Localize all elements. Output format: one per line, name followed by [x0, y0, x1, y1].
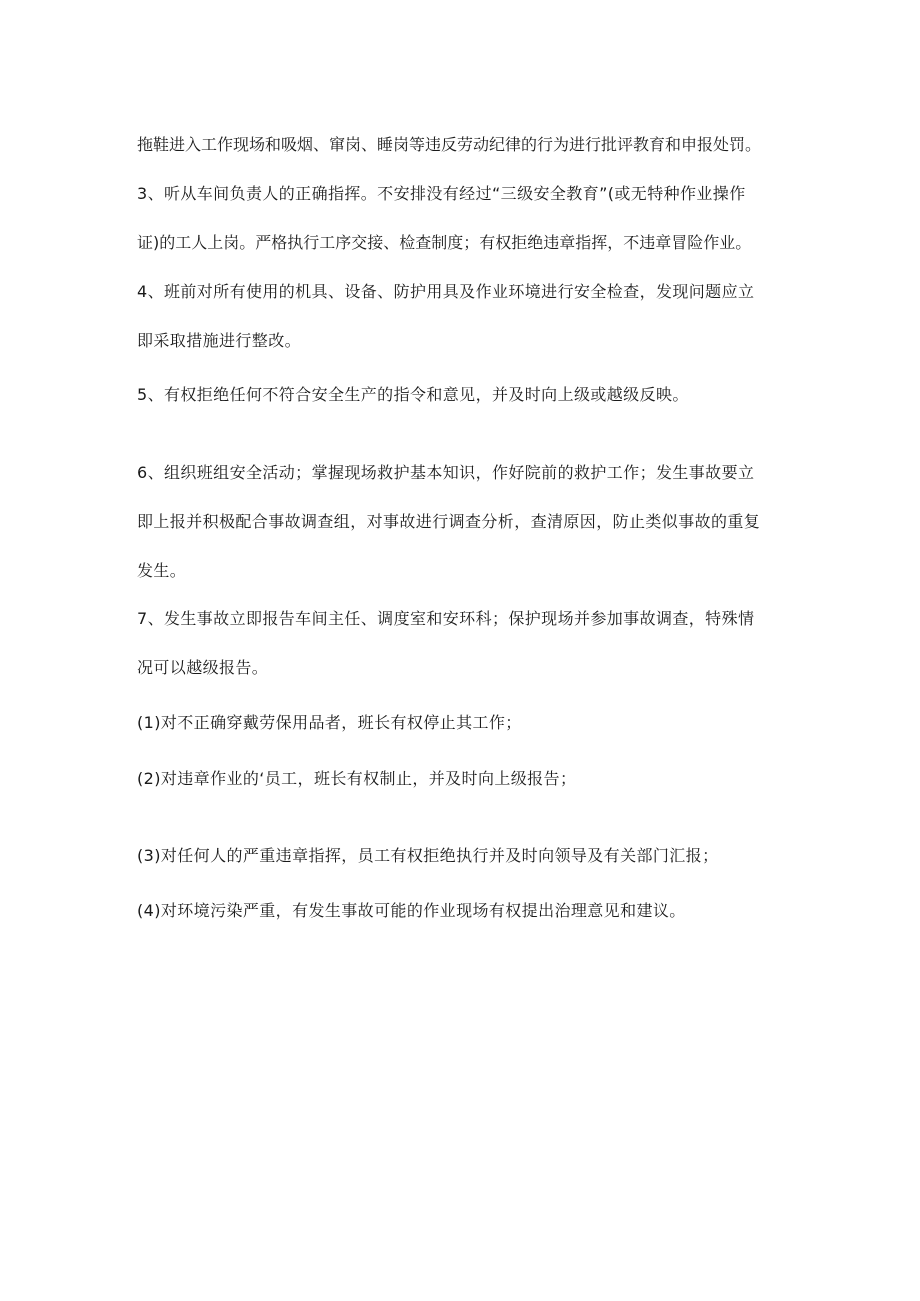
- text-line-12: (1)对不正确穿戴劳保用品者，班长有权停止其工作；: [137, 713, 522, 732]
- text-line-2: 3、听从车间负责人的正确指挥。不安排没有经过“三级安全教育”(或无特种作业操作: [137, 184, 746, 203]
- text-line-6: 5、有权拒绝任何不符合安全生产的指令和意见，并及时向上级或越级反映。: [137, 385, 689, 404]
- text-line-4: 4、班前对所有使用的机具、设备、防护用具及作业环境进行安全检查，发现问题应立: [137, 282, 755, 301]
- text-line-13: (2)对违章作业的‘员工，班长有权制止，并及时向上级报告；: [137, 769, 577, 788]
- text-line-14: (3)对任何人的严重违章指挥，员工有权拒绝执行并及时向领导及有关部门汇报；: [137, 846, 719, 865]
- text-line-7: 6、组织班组安全活动；掌握现场救护基本知识，作好院前的救护工作；发生事故要立: [137, 463, 755, 482]
- text-line-15: (4)对环境污染严重，有发生事故可能的作业现场有权提出治理意见和建议。: [137, 901, 686, 920]
- text-line-1: 拖鞋进入工作现场和吸烟、窜岗、睡岗等违反劳动纪律的行为进行批评教育和申报处罚。: [137, 135, 762, 154]
- text-line-5: 即采取措施进行整改。: [137, 331, 302, 350]
- text-line-8: 即上报并积极配合事故调查组，对事故进行调查分析，查清原因，防止类似事故的重复: [137, 512, 761, 531]
- text-line-11: 况可以越级报告。: [137, 658, 269, 677]
- text-line-10: 7、发生事故立即报告车间主任、调度室和安环科；保护现场并参加事故调查，特殊情: [137, 609, 755, 628]
- text-line-9: 发生。: [137, 561, 187, 580]
- text-line-3: 证)的工人上岗。严格执行工序交接、检查制度；有权拒绝违章指挥，不违章冒险作业。: [137, 233, 752, 252]
